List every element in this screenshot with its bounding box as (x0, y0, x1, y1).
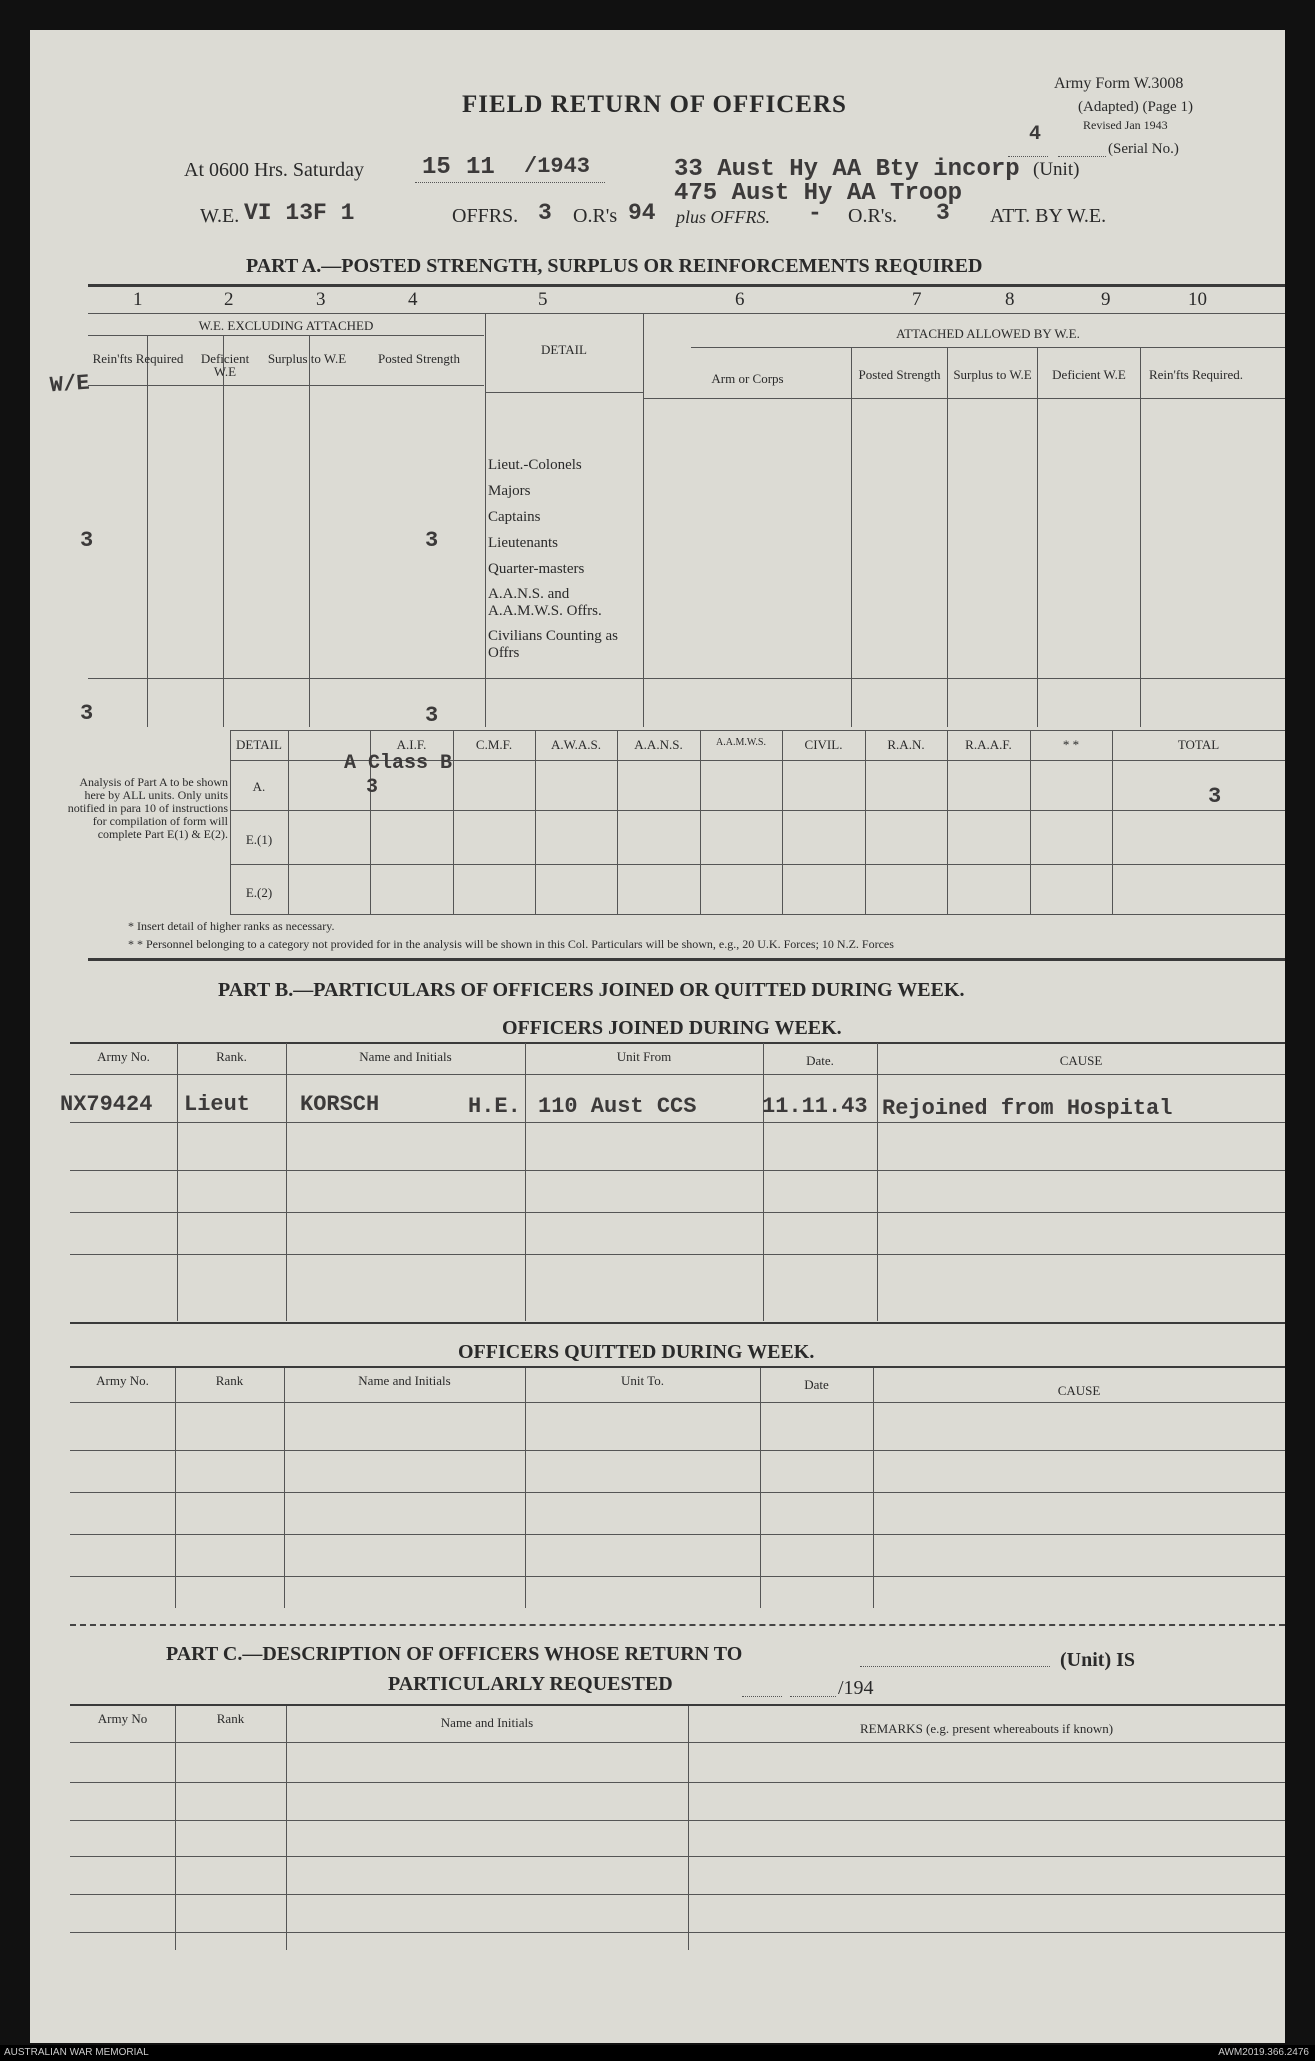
rank-aans-aamws: A.A.N.S. and A.A.M.W.S. Offrs. (488, 586, 602, 619)
we-mark: W/E (49, 370, 91, 399)
we-label: W.E. (200, 205, 240, 227)
joined-head-cause: CAUSE (1059, 1053, 1103, 1068)
joined-head-rank: Rank. (216, 1049, 247, 1064)
analysis-head-total: TOTAL (1177, 737, 1220, 752)
joined-head-name: Name and Initials (359, 1049, 452, 1064)
head-reinfts-required-att: Rein'fts Required. (1148, 367, 1244, 382)
joined-head-unit-from: Unit From (616, 1049, 672, 1064)
head-deficient-we: Deficient W.E (200, 351, 250, 379)
head-arm-or-corps: Arm or Corps (711, 371, 784, 386)
analysis-head-aans: A.A.N.S. (634, 737, 683, 752)
joined-row-date: 11.11.43 (762, 1094, 868, 1119)
col1-reinfts-value: 3 (80, 528, 94, 553)
we-excluding-attached-label: W.E. EXCLUDING ATTACHED (198, 318, 374, 333)
joined-row-unit: 110 Aust CCS (538, 1094, 697, 1119)
analysis-head-cmf: C.M.F. (475, 737, 513, 752)
rank-majors: Majors (488, 483, 531, 499)
analysis-head-detail: DETAIL (236, 737, 282, 752)
joined-row-rank: Lieut (184, 1092, 251, 1117)
col-number-4: 4 (408, 289, 418, 310)
ors2-label: O.R's. (848, 205, 898, 227)
part-c-title-2: PARTICULARLY REQUESTED (388, 1673, 673, 1695)
footnote-2: * * Personnel belonging to a category not provided for in the analysis will be shown in this Col. Particulars will be shown, e.g., 20 U.K. Forces; 10 N.Z. Forces (128, 937, 894, 951)
joined-row-cause: Rejoined from Hospital (882, 1096, 1173, 1121)
ors2-value: 3 (936, 200, 950, 226)
form-number: Army Form W.3008 (1054, 75, 1184, 92)
date-year: /1943 (524, 154, 591, 179)
part-c-head-army-no: Army No (97, 1711, 148, 1726)
class-value: 3 (366, 776, 379, 799)
joined-title: OFFICERS JOINED DURING WEEK. (502, 1017, 842, 1039)
form-revised: Revised Jan 1943 (1083, 118, 1168, 132)
attached-allowed-label: ATTACHED ALLOWED BY W.E. (896, 326, 1080, 341)
joined-head-army-no: Army No. (97, 1049, 150, 1064)
col-number-10: 10 (1188, 289, 1207, 310)
form-title: FIELD RETURN OF OFFICERS (462, 91, 847, 118)
footer-left: AUSTRALIAN WAR MEMORIAL (4, 2047, 149, 2058)
rank-lieut-colonels: Lieut.-Colonels (488, 457, 582, 473)
unit-line-1: 33 Aust Hy AA Bty incorp (674, 156, 1020, 183)
col4-total: 3 (425, 703, 439, 728)
head-surplus-to-we: Surplus to W.E (267, 351, 347, 366)
form-paper (30, 30, 1285, 2043)
col-number-1: 1 (133, 289, 143, 310)
serial-number-value: 4 (1029, 123, 1042, 146)
quitted-head-army-no: Army No. (96, 1373, 149, 1388)
offrs-label: OFFRS. (452, 205, 519, 227)
rank-quarter-masters: Quarter-masters (488, 561, 585, 577)
head-deficient-we-att: Deficient W.E (1052, 367, 1126, 382)
part-c-head-rank: Rank (216, 1711, 245, 1726)
quitted-head-unit-to: Unit To. (621, 1373, 664, 1388)
col-number-7: 7 (912, 289, 922, 310)
footnote-1: * Insert detail of higher ranks as necessary. (128, 919, 335, 933)
quitted-head-rank: Rank (215, 1373, 244, 1388)
head-detail: DETAIL (541, 342, 587, 357)
col-number-2: 2 (224, 289, 234, 310)
serial-number-label: (Serial No.) (1108, 141, 1179, 157)
joined-row-army-no: NX79424 (60, 1092, 153, 1117)
head-surplus-to-we-att: Surplus to W.E (953, 367, 1032, 382)
we-value: VI 13F 1 (244, 200, 355, 226)
col-number-6: 6 (735, 289, 745, 310)
att-by-we-label: ATT. BY W.E. (990, 205, 1107, 227)
part-c-title-1: PART C.—DESCRIPTION OF OFFICERS WHOSE RETURN TO (166, 1643, 743, 1665)
form-adapted: (Adapted) (Page 1) (1078, 99, 1193, 115)
analysis-head-ran: R.A.N. (887, 737, 925, 752)
col-number-5: 5 (538, 289, 548, 310)
col-number-3: 3 (316, 289, 326, 310)
analysis-head-raaf: R.A.A.F. (965, 737, 1012, 752)
joined-head-date: Date. (806, 1053, 834, 1068)
plus-offrs-label: plus OFFRS. (676, 207, 770, 227)
part-c-date-suffix: /194 (838, 1677, 874, 1699)
unit-line-2: 475 Aust Hy AA Troop (674, 180, 963, 207)
part-a-title: PART A.—POSTED STRENGTH, SURPLUS OR REINFORCEMENTS REQUIRED (246, 255, 983, 277)
part-c-head-name: Name and Initials (440, 1715, 534, 1730)
analysis-head-awas: A.W.A.S. (550, 737, 602, 752)
quitted-head-name: Name and Initials (358, 1373, 451, 1388)
head-posted-strength-att: Posted Strength (858, 367, 941, 382)
part-c-unit-label: (Unit) IS (1060, 1649, 1136, 1671)
col-number-8: 8 (1005, 289, 1015, 310)
analysis-row-e2: E.(2) (245, 885, 273, 900)
date-day: 15 (422, 154, 451, 181)
quitted-head-date: Date (804, 1377, 829, 1392)
time-day-label: At 0600 Hrs. Saturday (184, 159, 364, 181)
footer-right: AWM2019.366.2476 (1218, 2047, 1309, 2058)
head-reinfts-required: Rein'fts Required (92, 351, 184, 366)
unit-label: (Unit) (1033, 159, 1080, 180)
ors-label: O.R's (573, 205, 618, 227)
quitted-title: OFFICERS QUITTED DURING WEEK. (458, 1341, 815, 1363)
col-number-9: 9 (1101, 289, 1111, 310)
joined-row-name: KORSCH (300, 1092, 380, 1117)
analysis-head-civil: CIVIL. (804, 737, 843, 752)
quitted-head-cause: CAUSE (1057, 1383, 1101, 1398)
joined-row-initials: H.E. (468, 1094, 521, 1119)
head-posted-strength: Posted Strength (378, 351, 460, 366)
rank-captains: Captains (488, 509, 541, 525)
analysis-head-aif: A.I.F. (396, 737, 427, 752)
analysis-row-e1: E.(1) (245, 832, 273, 847)
date-month: 11 (466, 154, 495, 181)
rank-civilians: Civilians Counting as Offrs (488, 628, 619, 661)
col1-total: 3 (80, 701, 94, 726)
plus-offrs-value: - (808, 200, 822, 226)
ors-value: 94 (628, 200, 656, 226)
part-c-head-remarks: REMARKS (e.g. present whereabouts if known) (859, 1721, 1114, 1736)
part-b-title: PART B.—PARTICULARS OF OFFICERS JOINED OR QUITTED DURING WEEK. (218, 979, 965, 1001)
analysis-head-aamws: A.A.M.W.S. (716, 737, 766, 748)
rank-lieutenants: Lieutenants (488, 535, 558, 551)
col4-posted-value: 3 (425, 528, 439, 553)
analysis-head-other: * * (1062, 737, 1080, 752)
analysis-note: Analysis of Part A to be shown here by ALL units. Only units notified in para 10 of instructions for compilation of form will complete Part E(1) & E(2). (67, 775, 228, 841)
archive-footer (0, 2045, 1315, 2061)
class-note: A Class B (344, 752, 453, 775)
offrs-value: 3 (538, 200, 552, 226)
analysis-total-value: 3 (1208, 784, 1222, 809)
analysis-row-a: A. (252, 779, 266, 794)
